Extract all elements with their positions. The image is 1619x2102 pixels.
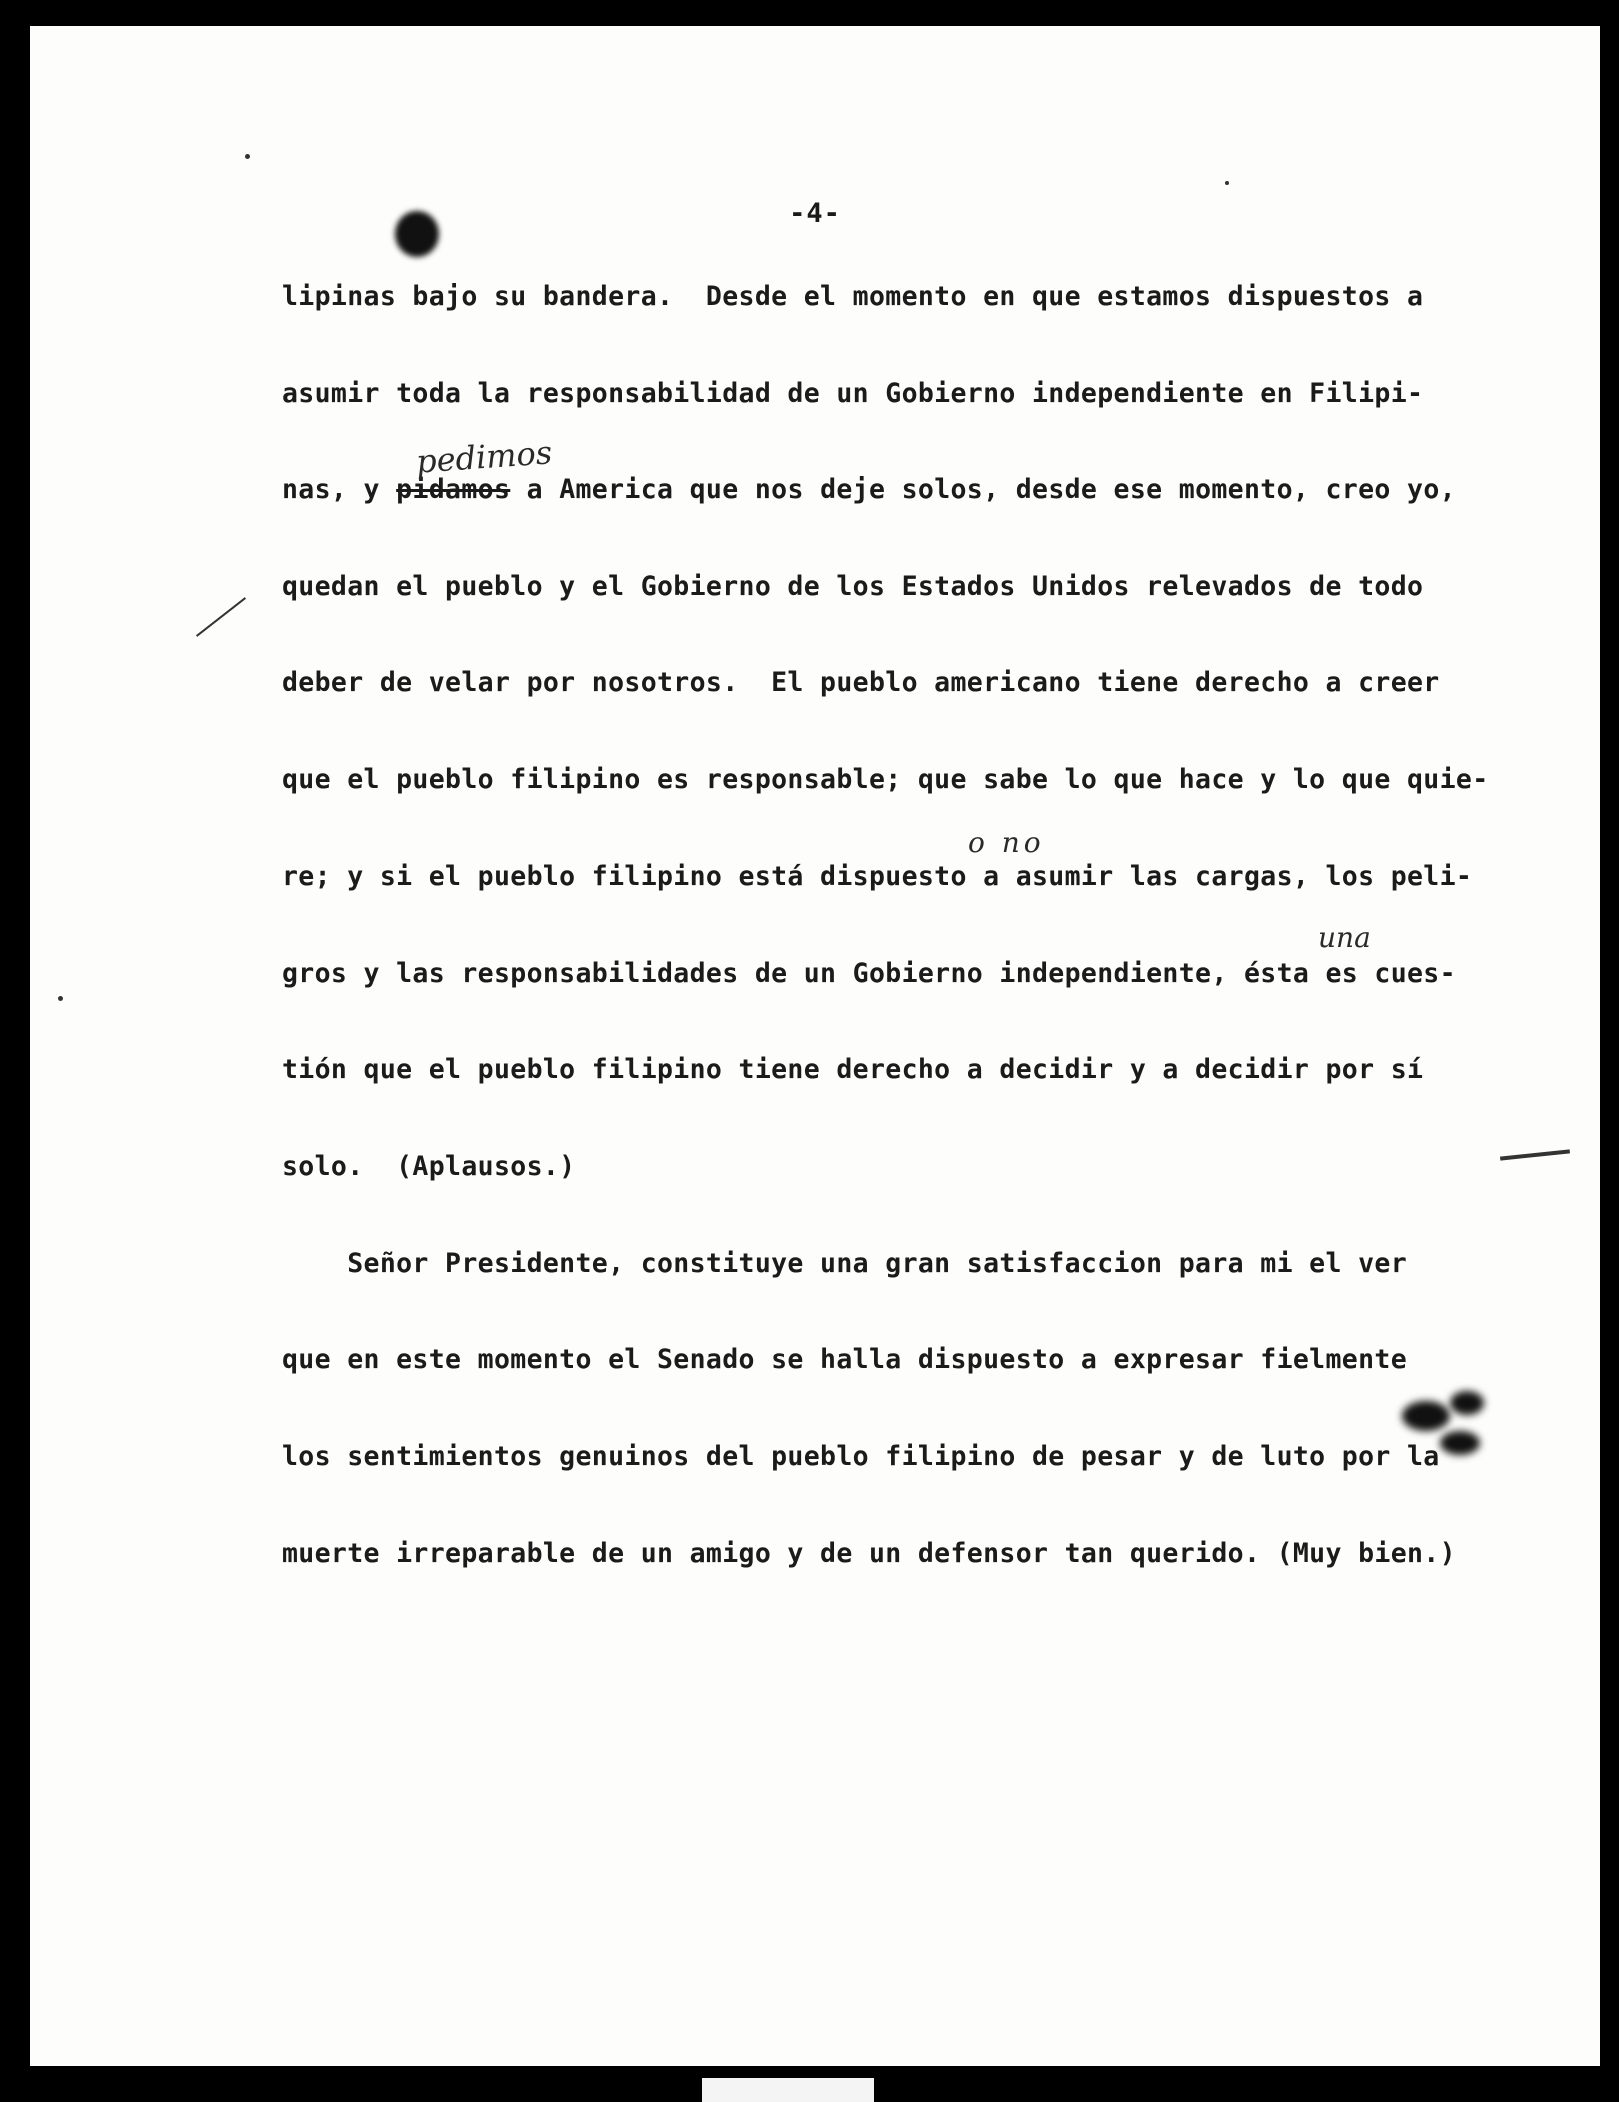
ink-blot-right: [1402, 1401, 1450, 1431]
speck-3: [58, 996, 63, 1001]
text-line: [282, 474, 1456, 505]
handwritten-correction: pedimos: [414, 433, 554, 481]
text-segment: nas, y: [282, 474, 397, 505]
text-line: que en este momento el Senado se halla dispuesto a expresar fielmente: [282, 1344, 1407, 1375]
text-line: asumir toda la responsabilidad de un Gobierno independiente en Filipi-: [282, 378, 1424, 409]
text-line: los sentimientos genuinos del pueblo filipino de pesar y de luto por la: [282, 1441, 1440, 1472]
ink-blot-right-3: [1440, 1431, 1480, 1455]
text-line: quedan el pueblo y el Gobierno de los Estados Unidos relevados de todo: [282, 571, 1424, 602]
ink-blot-right-2: [1450, 1391, 1484, 1415]
speck-2: [1225, 181, 1229, 185]
text-segment: a America que nos deje solos, desde ese momento, creo yo,: [510, 474, 1456, 505]
text-line: tión que el pueblo filipino tiene derecho a decidir y a decidir por sí: [282, 1054, 1424, 1085]
film-frame-tab: [700, 2076, 876, 2102]
handwritten-correction: una: [1318, 921, 1371, 954]
struck-word: pidamos: [396, 474, 511, 505]
speck-1: [245, 154, 250, 159]
margin-stroke-left: [196, 597, 246, 637]
text-line: muerte irreparable de un amigo y de un defensor tan querido. (Muy bien.): [282, 1538, 1456, 1569]
page-number: -4-: [789, 198, 841, 229]
text-line: deber de velar por nosotros. El pueblo americano tiene derecho a creer: [282, 667, 1440, 698]
text-line: que el pueblo filipino es responsable; que sabe lo que hace y lo que quie-: [282, 764, 1489, 795]
text-line: solo. (Aplausos.): [282, 1151, 576, 1182]
document-page: [30, 26, 1600, 2066]
text-line: re; y si el pueblo filipino está dispuesto a asumir las cargas, los peli-: [282, 861, 1473, 892]
text-line: lipinas bajo su bandera. Desde el momento en que estamos dispuestos a: [282, 281, 1424, 312]
text-line: gros y las responsabilidades de un Gobierno independiente, ésta es cues-: [282, 958, 1456, 989]
margin-stroke-right: [1500, 1149, 1570, 1160]
text-line: Señor Presidente, constituye una gran satisfaccion para mi el ver: [282, 1248, 1407, 1279]
handwritten-correction: o no: [968, 826, 1045, 859]
